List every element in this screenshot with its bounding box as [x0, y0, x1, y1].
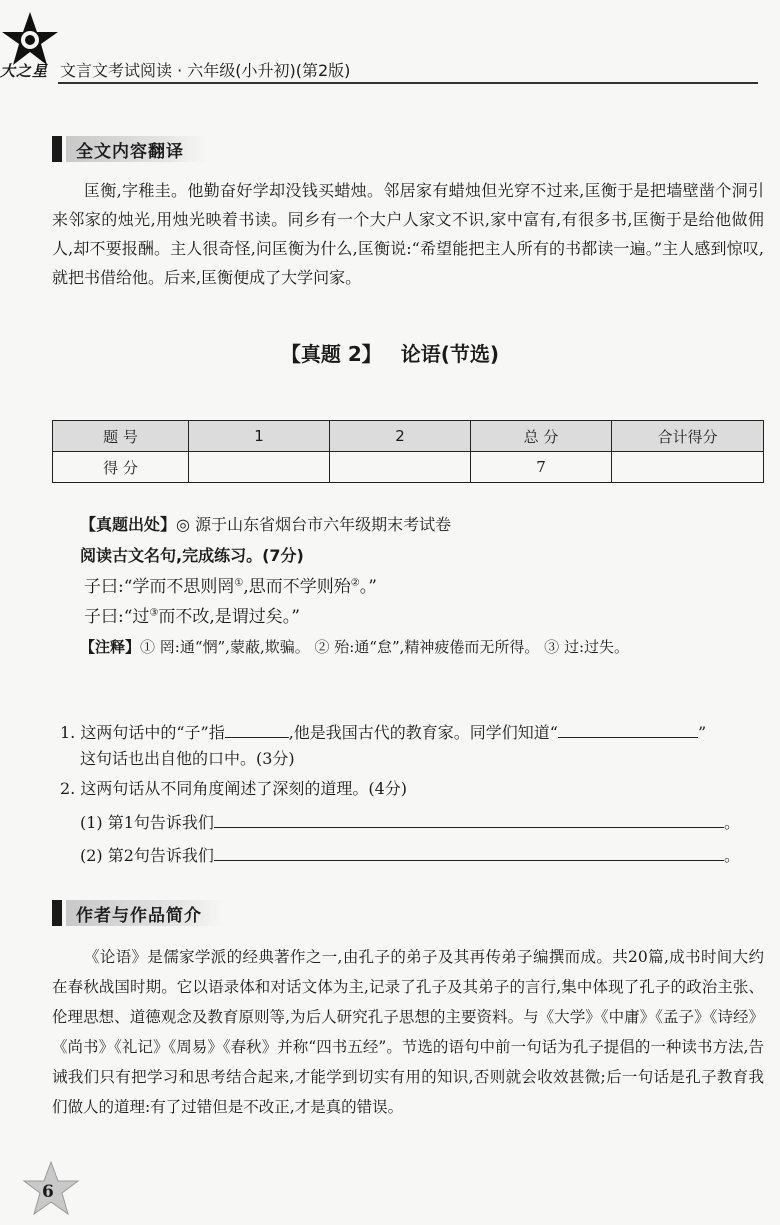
author-text: 《论语》是儒家学派的经典著作之一,由孔子的弟子及其再传弟子编撰而成。共20篇,成书时间大约在春秋战国时期。它以语录体和对话文体为主,记录了孔子及其弟子的言行,集中体现了孔子的政治主张、伦理思想、道德观念及教育原则等,为后人研究孔子思想的主要资料。与《大学》《中庸》《孟子》《诗经》《尚书》《礼记》《周易》《春秋》并称“四书五经”。节选的语句中前一句话为孔子提倡的一种读书方法,告诫我们只有把学习和思考结合起来,才能学到切实有用的知识,否则就会收效甚微;后一句话是孔子教育我们做人的道理:有了过错但是不改正,才是真的错误。 [52, 948, 764, 1116]
source-text: ◎ 源于山东省烟台市六年级期末考试卷 [176, 515, 452, 534]
question-1-text: 1. 这两句话中的“子”指 [60, 723, 225, 742]
answer-blank-2[interactable] [558, 721, 698, 738]
source-label: 【真题出处】 [80, 515, 177, 534]
heading-bar [52, 136, 62, 162]
quote-2-part: 子曰:“过 [84, 607, 150, 627]
translation-heading [52, 134, 206, 164]
notes-text: ① 罔:通“惘”,蒙蔽,欺骗。 ② 殆:通“怠”,精神疲倦而无所得。 ③ 过:过失。 [140, 638, 629, 656]
quote-1-part: 。” [359, 577, 377, 597]
book-title: 文言文考试阅读 · 六年级(小升初)(第2版) [60, 61, 351, 80]
score-table-row [53, 452, 764, 483]
question-2-2-text: (2) 第2句告诉我们 [80, 846, 214, 865]
page-number: 6 [42, 1182, 54, 1202]
notes-label: 【注释】 [80, 638, 141, 656]
header-cell: 题 号 [53, 421, 189, 452]
question-2-1-text: (1) 第1句告诉我们 [80, 813, 214, 832]
quote-1 [84, 572, 377, 597]
header-cell: 1 [189, 421, 330, 452]
question-1-text: ,他是我国古代的教育家。同学们知道“ [288, 723, 558, 742]
question-title [0, 338, 780, 367]
instruction: 阅读古文名句,完成练习。(7分) [80, 546, 304, 565]
quote-1-part: 子曰:“学而不思则罔 [84, 577, 235, 597]
score-table [52, 420, 764, 483]
answer-blank-3[interactable] [214, 811, 724, 828]
notes [52, 632, 764, 662]
footnote-ref: ② [350, 577, 360, 589]
question-1-text: ” [698, 723, 707, 742]
header-cell: 总 分 [471, 421, 612, 452]
answer-blank-4[interactable] [214, 844, 724, 861]
question-1-cont: 这句话也出自他的口中。(3分) [80, 749, 295, 768]
header-cell: 2 [330, 421, 471, 452]
author-heading [52, 898, 224, 928]
end-mark: 。 [723, 813, 740, 832]
score-cell-1[interactable] [189, 452, 330, 483]
end-mark: 。 [723, 846, 740, 865]
quote-2 [84, 602, 300, 627]
score-cell-2[interactable] [330, 452, 471, 483]
question-1 [60, 720, 706, 743]
question-2: 2. 这两句话从不同角度阐述了深刻的道理。(4分) [60, 779, 408, 798]
header-cell: 合计得分 [612, 421, 764, 452]
score-table-header [53, 421, 764, 452]
quote-1-part: ,思而不学则殆 [243, 577, 351, 597]
translation-heading-label: 全文内容翻译 [66, 136, 206, 162]
author-heading-label: 作者与作品简介 [66, 900, 224, 926]
footnote-ref: ① [234, 577, 244, 589]
quote-2-part: 而不改,是谓过矣。” [158, 607, 300, 627]
question-2-2 [80, 843, 740, 866]
question-name: 论语(节选) [400, 342, 500, 366]
logo-text: 大之星 [0, 62, 49, 80]
source-line [80, 512, 451, 535]
footnote-ref: ③ [149, 607, 159, 619]
question-label: 【真题 2】 [280, 342, 382, 366]
sum-cell[interactable] [612, 452, 764, 483]
answer-blank-1[interactable] [225, 721, 289, 738]
question-2-1 [80, 810, 740, 833]
row-label: 得 分 [53, 452, 189, 483]
translation-text: 匡衡,字稚圭。他勤奋好学却没钱买蜡烛。邻居家有蜡烛但光穿不过来,匡衡于是把墙壁凿个洞引来邻家的烛光,用烛光映着书读。同乡有一个大户人家文不识,家中富有,有很多书,匡衡于是给他做佣人,却不要报酬。主人很奇怪,问匡衡为什么,匡衡说:“希望能把主人所有的书都读一遍。”主人感到惊叹,就把书借给他。后来,匡衡便成了大学问家。 [52, 181, 764, 287]
total-cell: 7 [471, 452, 612, 483]
header-divider [58, 82, 758, 84]
heading-bar [52, 900, 62, 926]
